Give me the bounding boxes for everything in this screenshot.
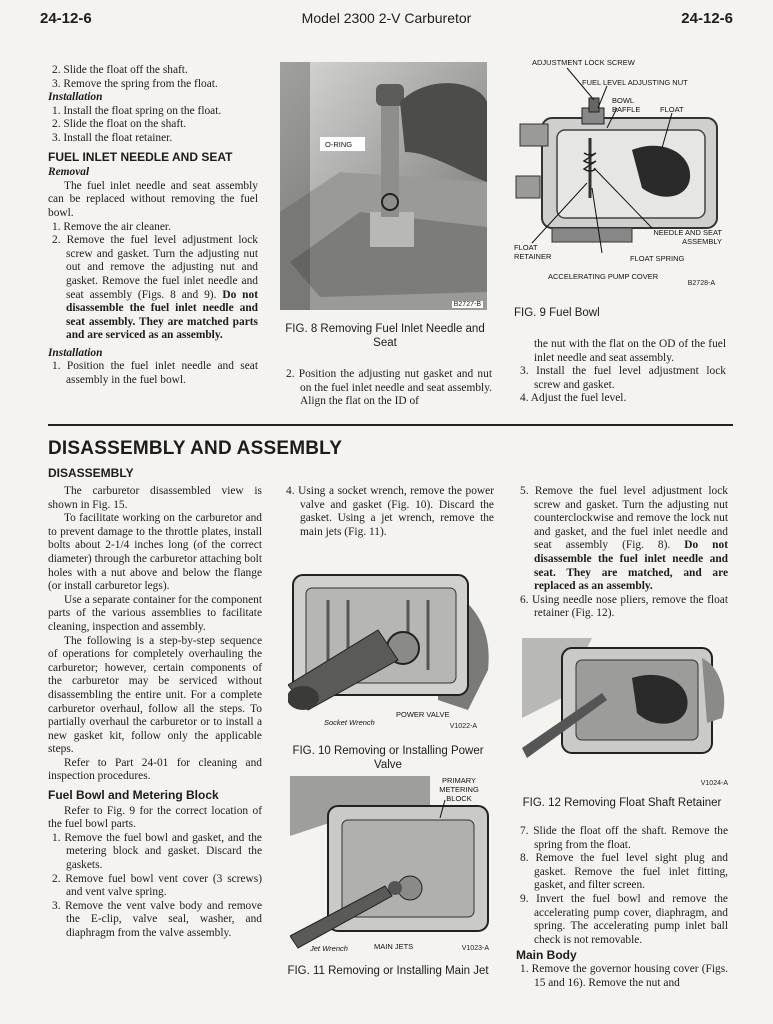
step-text: 9. Invert the fuel bowl and remove the accelerating pump cover, diaphragm, and spring. The accelerating pump inlet ball check is not removable. [520,892,728,946]
step-text: 3. Remove the spring from the float. [52,77,218,90]
column-3-top [516,338,726,406]
step-text: 2. Position the adjusting nut gasket and nut on the fuel inlet needle and seat assembly. Align the flat on the ID of [286,368,492,408]
fig10-label-power: POWER VALVE [396,710,450,719]
section-heading: FUEL INLET NEEDLE AND SEAT [48,149,233,164]
fig11-label-primary: PRIMARY METERING BLOCK [439,776,479,803]
step-text: 1. Remove the governor housing cover (Figs. 15 and 16). Remove the nut and [520,962,728,989]
fig9-label-pump-cover: ACCELERATING PUMP COVER [548,272,659,281]
column-1-top [48,64,258,388]
paragraph: The fuel inlet needle and seat assembly can be replaced without removing the fuel bowl. [48,179,258,219]
step-text: 1. Remove the air cleaner. [52,220,171,233]
fig9-diagram [512,58,727,290]
column-3-bottom [516,485,728,621]
column-1-bottom [48,485,262,941]
fig11-label-jet-wrench: Jet Wrench [310,944,348,953]
page-number-right: 24-12-6 [681,10,733,27]
paragraph: Use a separate container for the component parts of the various assemblies to facilitate cleaning, inspection and assembly. [48,593,262,633]
step-text: 4. Using a socket wrench, remove the power valve and gasket (Fig. 10). Discard the gasket. Using a jet wrench, remove the main jets (Fig. 11). [286,485,494,538]
page-header [40,10,733,34]
fig9-label-adjust-screw: ADJUSTMENT LOCK SCREW [532,58,635,67]
paragraph: The following is a step-by-step sequence of operations for completely overhauling the carburetor; however, certain components of the carburetor may be serviced without disassembling the entire unit. For a complete carburetor overhaul, follow all the steps. To partially overhaul the carburetor or to install a new gasket kit, follow only the applicable steps. [48,634,262,756]
step-text: 2. Slide the float on the shaft. [52,118,187,131]
fig12-photo [522,638,728,788]
fig10-caption: FIG. 10 Removing or Installing Power Valve [292,745,484,771]
fig9-label-float-spring: FLOAT SPRING [630,254,685,263]
fig9-label-bowl-baffle: BOWL BAFFLE [612,96,641,114]
paragraph: To facilitate working on the carburetor and to prevent damage to the throttle plates, install bolts about 2-1/4 inches long (of the correct diameter) through the carburetor attaching bolt holes with a nut above and below the flange (or install carburetor legs). [48,512,262,593]
subheading-installation: Installation [48,346,103,359]
step-text: 3. Remove the vent valve body and remove the E-clip, valve seal, washer, and diaphragm from the valve assembly. [52,899,262,939]
step-text [48,234,258,343]
fig8-caption: FIG. 8 Removing Fuel Inlet Needle and Seat [285,323,485,349]
column-2-top [282,368,492,409]
fig11-label-main-jets: MAIN JETS [374,942,414,951]
fig11-caption: FIG. 11 Removing or Installing Main Jet [287,965,489,977]
fig8-photo [280,62,487,310]
step-text: 2. Slide the float off the shaft. [52,64,188,76]
subheading-removal: Removal [48,166,90,179]
fig10-photo [288,560,493,735]
fig11-photo [290,776,495,956]
paragraph: Refer to Fig. 9 for the correct location of the fuel bowl parts. [48,804,262,831]
step-text: 7. Slide the float off the shaft. Remove the spring from the float. [520,825,728,851]
fig8-label-oring: O-RING [325,140,353,149]
column-3-end [516,825,728,990]
fig9-code: B2728-A [687,280,715,287]
paragraph: the nut with the flat on the OD of the fuel inlet needle and seat assembly. [534,338,726,364]
fig12-caption: FIG. 12 Removing Float Shaft Retainer [522,797,722,809]
fig9-label-float-retainer: FLOAT RETAINER [514,243,552,261]
fig10-code: V1022-A [449,723,477,730]
paragraph: The carburetor disassembled view is shown in Fig. 15. [48,485,262,511]
subheading-installation: Installation [48,91,103,104]
step-text: 3. Install the float retainer. [52,131,173,144]
subsection-heading: Fuel Bowl and Metering Block [48,788,219,803]
subsection-heading: Main Body [516,948,577,963]
step-text [516,485,728,594]
warning-text: Do not disassemble the fuel inlet needle and seat. They are matched, and are replaced as an assembly. [534,539,729,593]
fig10-label-socket: Socket Wrench [324,718,375,727]
fig11-code: V1023-A [461,945,489,952]
fig9-label-level-nut: FUEL LEVEL ADJUSTING NUT [582,78,688,87]
step-text: 1. Install the float spring on the float. [52,104,222,117]
warning-text: Do not disassemble the fuel inlet needle and seat assembly. They are matched parts and are serviced as an assembly. [66,288,259,342]
section-title: DISASSEMBLY AND ASSEMBLY [48,438,343,459]
step-text: 4. Adjust the fuel level. [520,392,627,405]
step-text: 6. Using needle nose pliers, remove the float retainer (Fig. 12). [520,593,728,620]
page-title: Model 2300 2-V Carburetor [301,10,472,26]
page-number-left: 24-12-6 [40,10,92,27]
step-text-part: 5. Remove the fuel level adjustment lock screw and gasket. Turn the adjusting nut counterclockwise and remove the lock nut and gasket, and the fuel inlet needle and seat assembly (Fig. 8). [520,485,728,552]
step-text: 8. Remove the fuel level sight plug and gasket. Remove the fuel inlet fitting, gasket, and filter screen. [520,852,728,892]
fig12-code: V1024-A [700,780,728,787]
fig9-label-float: FLOAT [660,105,684,114]
step-text: 1. Position the fuel inlet needle and seat assembly in the fuel bowl. [52,360,258,387]
section-subtitle: DISASSEMBLY [48,466,134,480]
fig9-label-needle-seat: NEEDLE AND SEAT ASSEMBLY [653,228,722,246]
step-text: 3. Install the fuel level adjustment lock screw and gasket. [520,365,726,391]
step-text: 2. Remove fuel bowl vent cover (3 screws) and vent valve spring. [52,872,262,899]
section-divider [48,424,733,426]
fig8-code: B2727-B [453,301,481,308]
paragraph: Refer to Part 24-01 for cleaning and inspection procedures. [48,756,262,783]
step-text-part: 2. Remove the fuel level adjustment lock screw and gasket. Turn the adjusting nut out and remove the adjusting nut and gasket. Remove the fuel inlet needle and seat assembly (Figs. 8 and 9). [52,234,258,301]
column-2-bottom [282,485,494,539]
fig9-caption: FIG. 9 Fuel Bowl [514,307,600,319]
step-text: 1. Remove the fuel bowl and gasket, and the metering block and gasket. Discard the gaskets. [52,831,262,872]
